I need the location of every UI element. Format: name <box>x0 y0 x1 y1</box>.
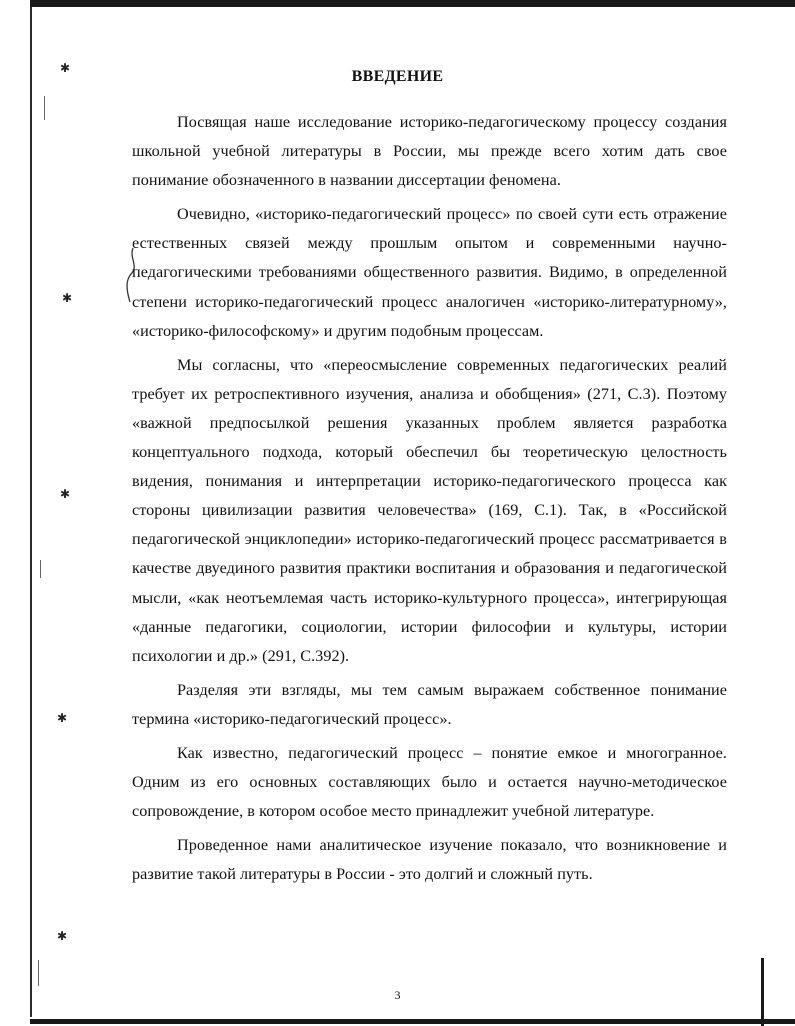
page-number: 3 <box>394 988 401 1002</box>
binding-mark: ✱ <box>57 929 68 943</box>
scan-hairline <box>44 96 45 120</box>
binding-mark: ✱ <box>60 61 71 75</box>
paragraph: Посвящая наше исследование историко-педагогическому процессу создания школьной учебной литературы в России, мы прежде всего хотим дать свое понимание обозначенного в названии диссертации феномена. <box>132 113 727 190</box>
binding-mark: ✱ <box>60 487 71 501</box>
scan-border-bottom <box>30 1019 795 1024</box>
binding-mark: ✱ <box>57 711 68 725</box>
binding-mark: ✱ <box>62 291 73 305</box>
scan-hairline <box>38 960 39 986</box>
paragraph: Проведенное нами аналитическое изучение показало, что возникновение и развитие такой литературы в России - это долгий и сложный путь. <box>132 836 727 884</box>
paragraph: Как известно, педагогический процесс – понятие емкое и многогранное. Одним из его основных составляющих было и остается научно-методическое сопровождение, в котором особое место принадлежит учебной литературе. <box>132 743 727 821</box>
paragraph: Очевидно, «историко-педагогический процесс» по своей сути есть отражение естественных связей между прошлым опытом и современными научно-педагогическими требованиями общественного развития. Видимо, в определенной степени историко-педагогический процесс аналогичен «историко-литературному», «историко-философскому» и другим подобным процессам. <box>132 205 727 340</box>
paragraph: Мы согласны, что «переосмысление современных педагогических реалий требует их ретроспективного изучения, анализа и обобщения» (271, С.3). Поэтому «важной предпосылкой решения указанных проблем является разработка концептуального подхода, который обеспечил бы теоретическую целостность видения, понимания и интерпретации историко-педагогического процесса как стороны цивилизации развития человечества» (169, С.1). Так, в «Российской педагогической энциклопедии» историко-педагогический процесс рассматривается в качестве двуединого развития практики воспитания и образования и педагогической мысли, «как неотъемлемая часть историко-культурного процесса», интегрирующая «данные педагогики, социологии, истории философии и культуры, истории психологии и др.» (291, С.392). <box>132 355 727 665</box>
document-body <box>132 108 727 889</box>
paragraph: Разделяя эти взгляды, мы тем самым выражаем собственное понимание термина «историко-педагогический процесс». <box>132 680 727 728</box>
section-title: ВВЕДЕНИЕ <box>351 68 444 85</box>
scan-border-left <box>30 7 32 1017</box>
scan-border-top <box>30 0 795 7</box>
scan-hairline <box>40 560 41 578</box>
